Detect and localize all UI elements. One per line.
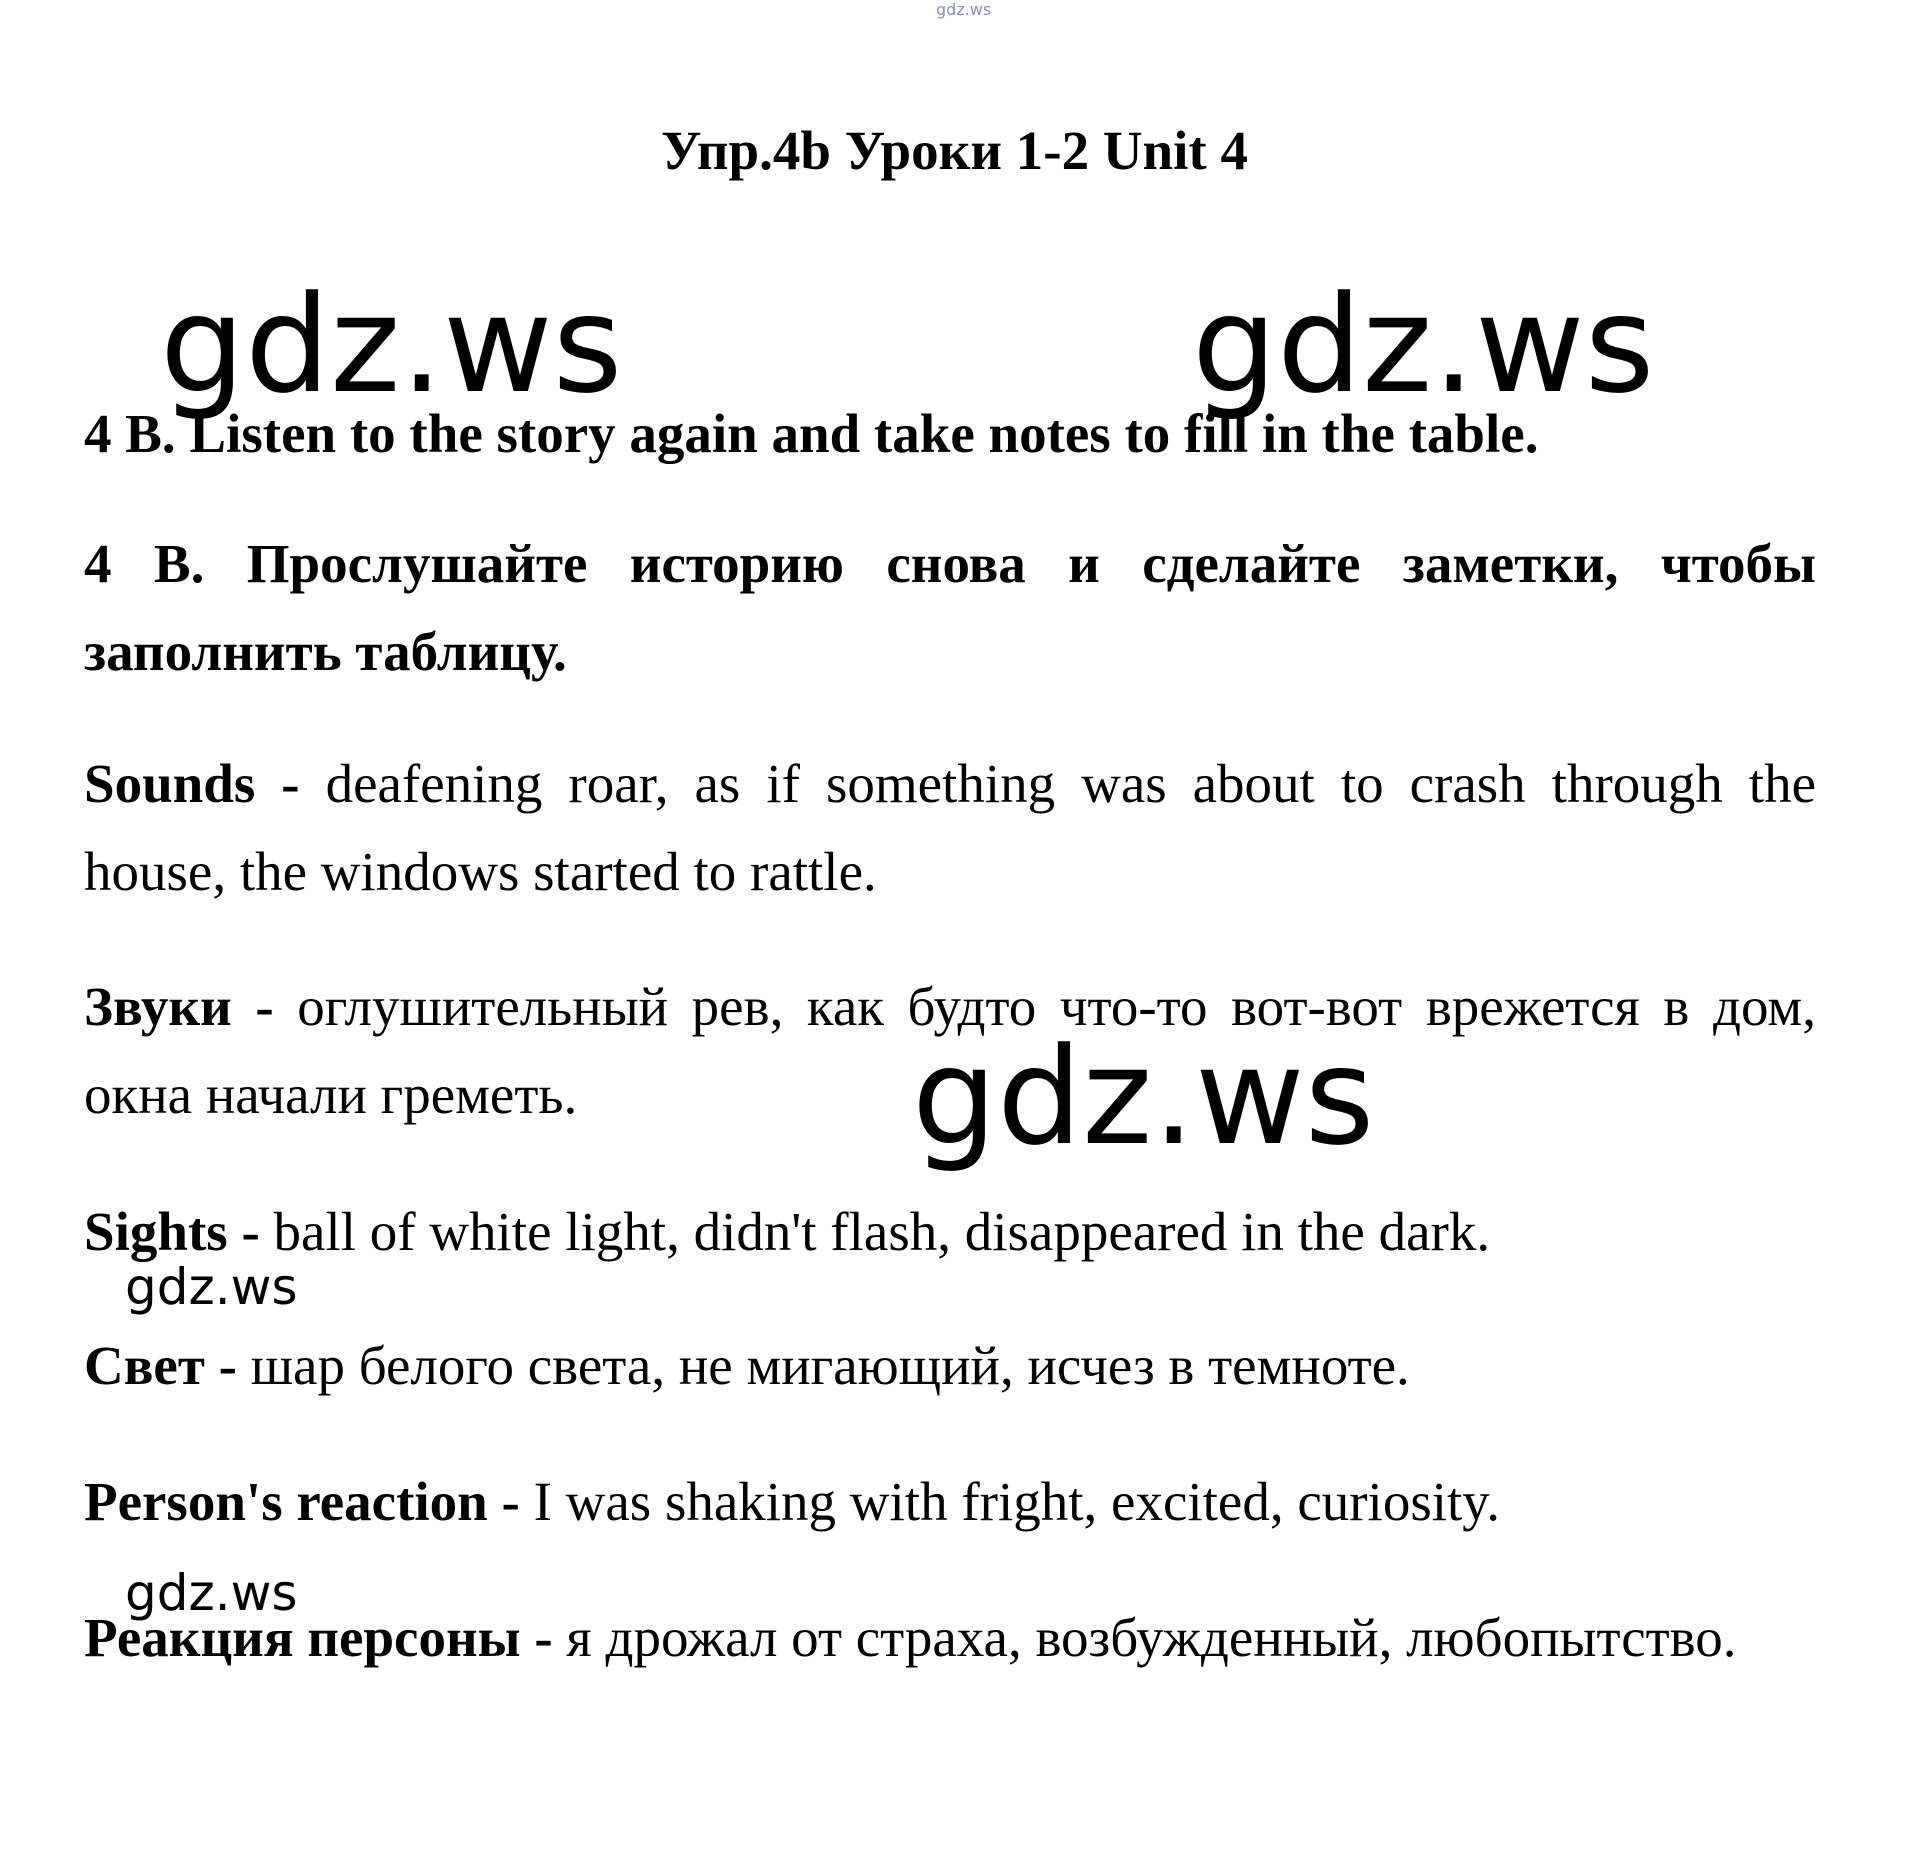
entry-label: Свет (84, 1335, 205, 1396)
entry-reaction-ru (84, 1594, 1816, 1682)
entry-text: оглушительный рев, как будто что-то вот-вот врежется в дом, окна начали греметь. (84, 976, 1816, 1125)
entry-separator: - (204, 1335, 251, 1396)
entry-text: я дрожал от страха, возбужденный, любопытство. (566, 1607, 1737, 1668)
entry-sights-en (84, 1188, 1816, 1276)
entry-label: Реакция персоны (84, 1607, 521, 1668)
task-heading-ru: 4 В. Прослушайте историю снова и сделайте заметки, чтобы заполнить таблицу. (84, 533, 1816, 682)
entry-separator: - (231, 976, 298, 1037)
entry-label: Sounds (84, 753, 256, 814)
watermark-small-1: gdz.ws (125, 1258, 298, 1316)
entry-sounds-en (84, 740, 1816, 916)
entry-text: шар белого света, не мигающий, исчез в темноте. (250, 1335, 1410, 1396)
entry-separator: - (520, 1607, 567, 1668)
page-title: Упр.4b Уроки 1-2 Unit 4 (660, 120, 1248, 181)
entry-label: Звуки (84, 976, 232, 1037)
watermark-top: gdz.ws (936, 0, 992, 19)
entry-label: Person's reaction (84, 1471, 488, 1532)
watermark-large-right: gdz.ws (1192, 267, 1655, 423)
entry-label: Sights (84, 1201, 228, 1262)
entry-separator: - (255, 753, 326, 814)
entry-text: ball of white light, didn't flash, disappeared in the dark. (273, 1201, 1491, 1262)
entry-sights-ru (84, 1322, 1816, 1410)
entry-text: I was shaking with fright, excited, curiosity. (533, 1471, 1500, 1532)
task-heading-en: 4 B. Listen to the story again and take notes to fill in the table. (84, 403, 1539, 464)
entry-reaction-en (84, 1458, 1816, 1546)
watermark-large-center: gdz.ws (912, 1019, 1375, 1175)
entry-separator: - (227, 1201, 274, 1262)
entry-text: deafening roar, as if something was about to crash through the house, the windows started to rattle. (84, 753, 1816, 902)
watermark-large-left: gdz.ws (160, 267, 623, 423)
entry-separator: - (487, 1471, 534, 1532)
watermark-small-2: gdz.ws (125, 1564, 298, 1622)
